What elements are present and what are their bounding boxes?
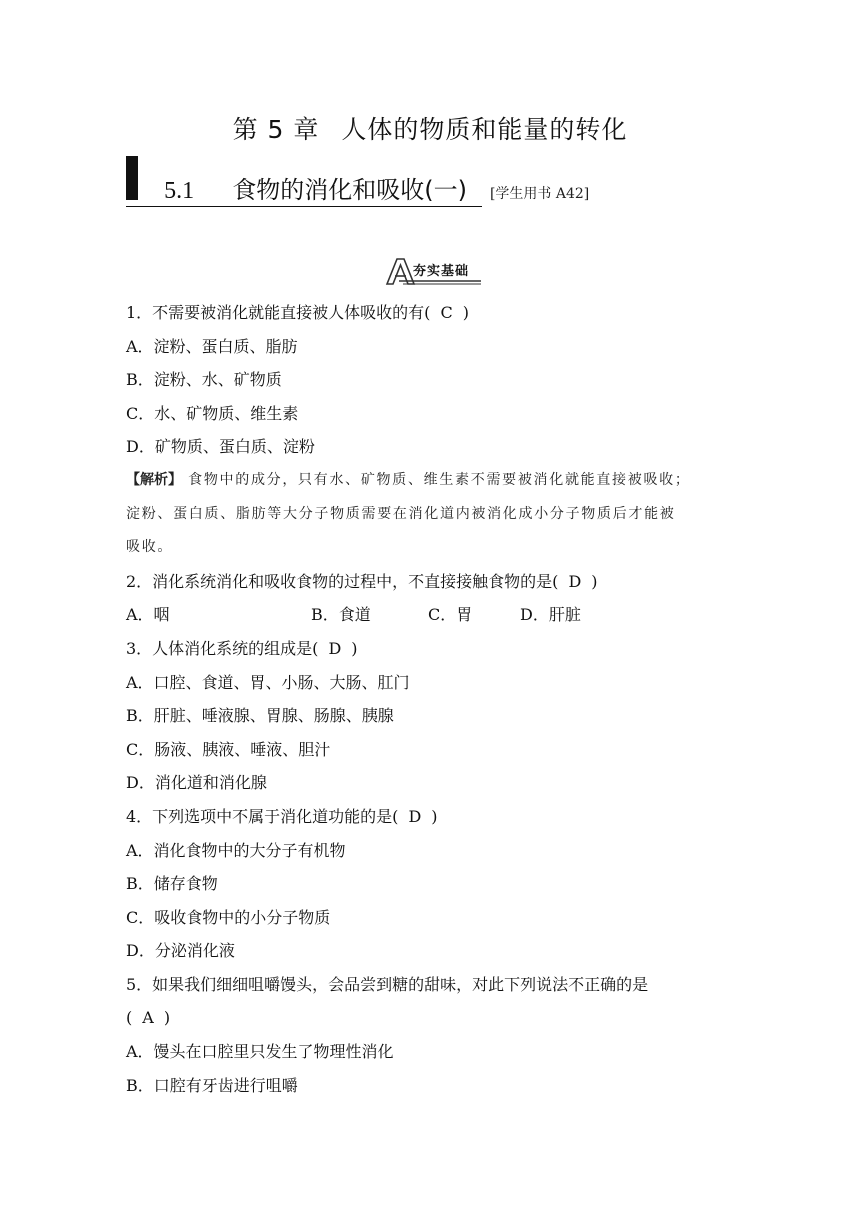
question-4-option-c: C．吸收食物中的小分子物质 [126, 907, 331, 927]
question-5-option-b: B．口腔有牙齿进行咀嚼 [126, 1075, 298, 1095]
question-4-option-b: B．储存食物 [126, 874, 218, 894]
question-4-stem: 4．下列选项中不属于消化道功能的是( D ) [126, 800, 738, 834]
question-5-option-a: A．馒头在口腔里只发生了物理性消化 [126, 1042, 394, 1062]
question-2-answer: D [568, 571, 582, 591]
section-reference: [学生用书 A42] [489, 186, 590, 202]
question-2-options [126, 598, 738, 632]
question-list [126, 296, 738, 1102]
question-1-analysis-line-3: 吸收。 [126, 539, 174, 556]
badge-label: 夯实基础 [413, 264, 470, 279]
chapter-number: 第 5 章 [232, 115, 320, 144]
question-5-stem: 5．如果我们细细咀嚼馒头，会品尝到糖的甜味，对此下列说法不正确的是 [126, 974, 649, 994]
section-badge [385, 256, 483, 286]
question-2-stem: 2．消化系统消化和吸收食物的过程中，不直接接触食物的是( D ) [126, 565, 738, 599]
question-3-stem: 3．人体消化系统的组成是( D ) [126, 632, 738, 666]
question-2-option-c: C．胃 [428, 605, 473, 625]
question-1-analysis-line-1: 【解析】 食物中的成分，只有水、矿物质、维生素不需要被消化就能直接被吸收； [126, 471, 691, 488]
question-1-option-b: B．淀粉、水、矿物质 [126, 370, 282, 390]
question-2-option-d: D．肝脏 [520, 605, 581, 625]
chapter-heading [0, 110, 860, 146]
question-1-analysis-line-2: 淀粉、蛋白质、脂肪等大分子物质需要在消化道内被消化成小分子物质后才能被 [126, 505, 676, 522]
question-2-option-a: A．咽 [126, 605, 170, 625]
chapter-title: 人体的物质和能量的转化 [341, 115, 628, 144]
question-4-option-d: D．分泌消化液 [126, 941, 235, 961]
question-3-option-d: D．消化道和消化腺 [126, 773, 267, 793]
analysis-tag: 【解析】 [126, 471, 182, 488]
question-1-option-a: A．淀粉、蛋白质、脂肪 [126, 336, 298, 356]
question-3-option-a: A．口腔、食道、胃、小肠、大肠、肛门 [126, 672, 410, 692]
question-3-option-b: B．肝脏、唾液腺、胃腺、肠腺、胰腺 [126, 706, 394, 726]
question-5-answer-line: ( A ) [126, 1001, 738, 1035]
question-1-answer: C [440, 303, 453, 322]
question-2-option-b: B．食道 [311, 605, 371, 625]
question-4-option-a: A．消化食物中的大分子有机物 [126, 840, 346, 860]
question-4-answer: D [408, 806, 422, 826]
question-1-option-d: D．矿物质、蛋白质、淀粉 [126, 437, 315, 457]
question-3-option-c: C．肠液、胰液、唾液、胆汁 [126, 739, 331, 759]
section-title: 食物的消化和吸收(一) [232, 176, 468, 204]
section-number: 5.1 [164, 178, 195, 204]
question-3-answer: D [328, 638, 342, 658]
question-1-option-c: C．水、矿物质、维生素 [126, 403, 299, 423]
question-5-answer: A [142, 1008, 154, 1028]
question-1-stem: 1．不需要被消化就能直接被人体吸收的有( C ) [126, 296, 738, 330]
section-heading [126, 170, 589, 210]
